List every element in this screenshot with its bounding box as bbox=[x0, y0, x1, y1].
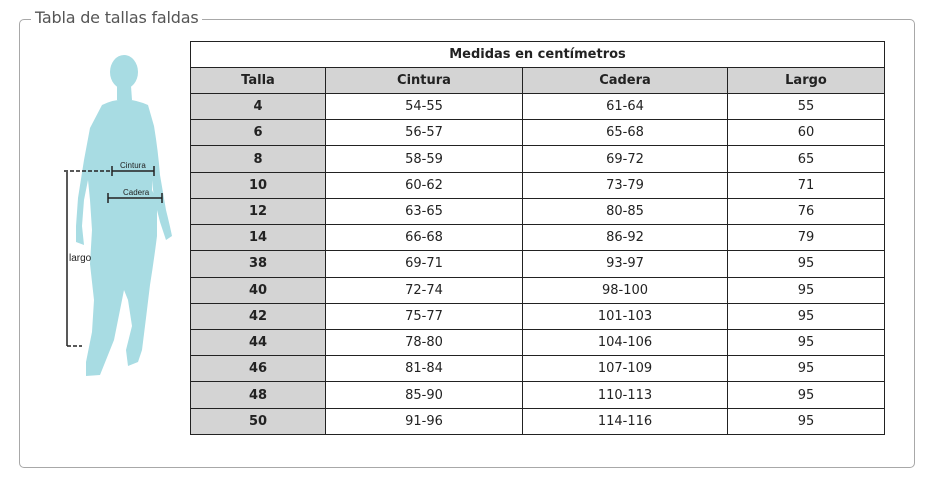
cadera-label: Cadera bbox=[123, 188, 150, 197]
cell-largo: 95 bbox=[728, 382, 885, 408]
cell-cintura: 91-96 bbox=[326, 408, 523, 434]
cell-cadera: 86-92 bbox=[523, 225, 728, 251]
cell-talla: 42 bbox=[191, 303, 326, 329]
header-talla: Talla bbox=[191, 68, 326, 94]
cell-cintura: 56-57 bbox=[326, 120, 523, 146]
cell-largo: 71 bbox=[728, 172, 885, 198]
table-row bbox=[191, 303, 885, 329]
cell-cintura: 63-65 bbox=[326, 198, 523, 224]
cell-cadera: 73-79 bbox=[523, 172, 728, 198]
table-row bbox=[191, 251, 885, 277]
cell-largo: 95 bbox=[728, 356, 885, 382]
cell-cadera: 61-64 bbox=[523, 94, 728, 120]
cell-cintura: 66-68 bbox=[326, 225, 523, 251]
cell-cintura: 58-59 bbox=[326, 146, 523, 172]
cell-talla: 44 bbox=[191, 329, 326, 355]
table-row bbox=[191, 120, 885, 146]
cell-talla: 38 bbox=[191, 251, 326, 277]
cell-talla: 48 bbox=[191, 382, 326, 408]
table-row bbox=[191, 94, 885, 120]
table-row bbox=[191, 198, 885, 224]
cell-cintura: 75-77 bbox=[326, 303, 523, 329]
body-silhouette bbox=[76, 55, 172, 376]
table-row bbox=[191, 408, 885, 434]
cell-cadera: 93-97 bbox=[523, 251, 728, 277]
panel-title: Tabla de tallas faldas bbox=[31, 7, 202, 29]
cell-cintura: 72-74 bbox=[326, 277, 523, 303]
cell-largo: 95 bbox=[728, 251, 885, 277]
cell-talla: 4 bbox=[191, 94, 326, 120]
cell-largo: 55 bbox=[728, 94, 885, 120]
cell-largo: 65 bbox=[728, 146, 885, 172]
cell-talla: 6 bbox=[191, 120, 326, 146]
cell-cadera: 80-85 bbox=[523, 198, 728, 224]
cell-cadera: 65-68 bbox=[523, 120, 728, 146]
cell-cadera: 110-113 bbox=[523, 382, 728, 408]
cell-cintura: 81-84 bbox=[326, 356, 523, 382]
cell-cadera: 114-116 bbox=[523, 408, 728, 434]
header-largo: Largo bbox=[728, 68, 885, 94]
cell-largo: 95 bbox=[728, 329, 885, 355]
cell-largo: 95 bbox=[728, 408, 885, 434]
cell-cadera: 69-72 bbox=[523, 146, 728, 172]
body-measure-figure bbox=[62, 50, 182, 380]
table-row bbox=[191, 146, 885, 172]
cell-cadera: 104-106 bbox=[523, 329, 728, 355]
table-row bbox=[191, 277, 885, 303]
cell-talla: 8 bbox=[191, 146, 326, 172]
cell-cintura: 78-80 bbox=[326, 329, 523, 355]
largo-label: largo bbox=[69, 253, 92, 264]
cell-largo: 95 bbox=[728, 277, 885, 303]
cell-largo: 95 bbox=[728, 303, 885, 329]
table-caption: Medidas en centímetros bbox=[191, 42, 885, 68]
header-cintura: Cintura bbox=[326, 68, 523, 94]
table-row bbox=[191, 225, 885, 251]
cell-cadera: 101-103 bbox=[523, 303, 728, 329]
cell-talla: 46 bbox=[191, 356, 326, 382]
table-row bbox=[191, 382, 885, 408]
cell-cintura: 69-71 bbox=[326, 251, 523, 277]
cell-talla: 40 bbox=[191, 277, 326, 303]
cell-largo: 79 bbox=[728, 225, 885, 251]
table-row bbox=[191, 356, 885, 382]
table-row bbox=[191, 172, 885, 198]
cell-cintura: 60-62 bbox=[326, 172, 523, 198]
cell-talla: 14 bbox=[191, 225, 326, 251]
header-cadera: Cadera bbox=[523, 68, 728, 94]
size-table bbox=[190, 41, 885, 435]
cell-talla: 50 bbox=[191, 408, 326, 434]
cell-talla: 10 bbox=[191, 172, 326, 198]
cell-cadera: 98-100 bbox=[523, 277, 728, 303]
cell-talla: 12 bbox=[191, 198, 326, 224]
cell-cadera: 107-109 bbox=[523, 356, 728, 382]
table-header-row bbox=[191, 68, 885, 94]
cell-cintura: 85-90 bbox=[326, 382, 523, 408]
table-row bbox=[191, 329, 885, 355]
cell-cintura: 54-55 bbox=[326, 94, 523, 120]
cintura-label: Cintura bbox=[120, 161, 146, 170]
cell-largo: 76 bbox=[728, 198, 885, 224]
cell-largo: 60 bbox=[728, 120, 885, 146]
